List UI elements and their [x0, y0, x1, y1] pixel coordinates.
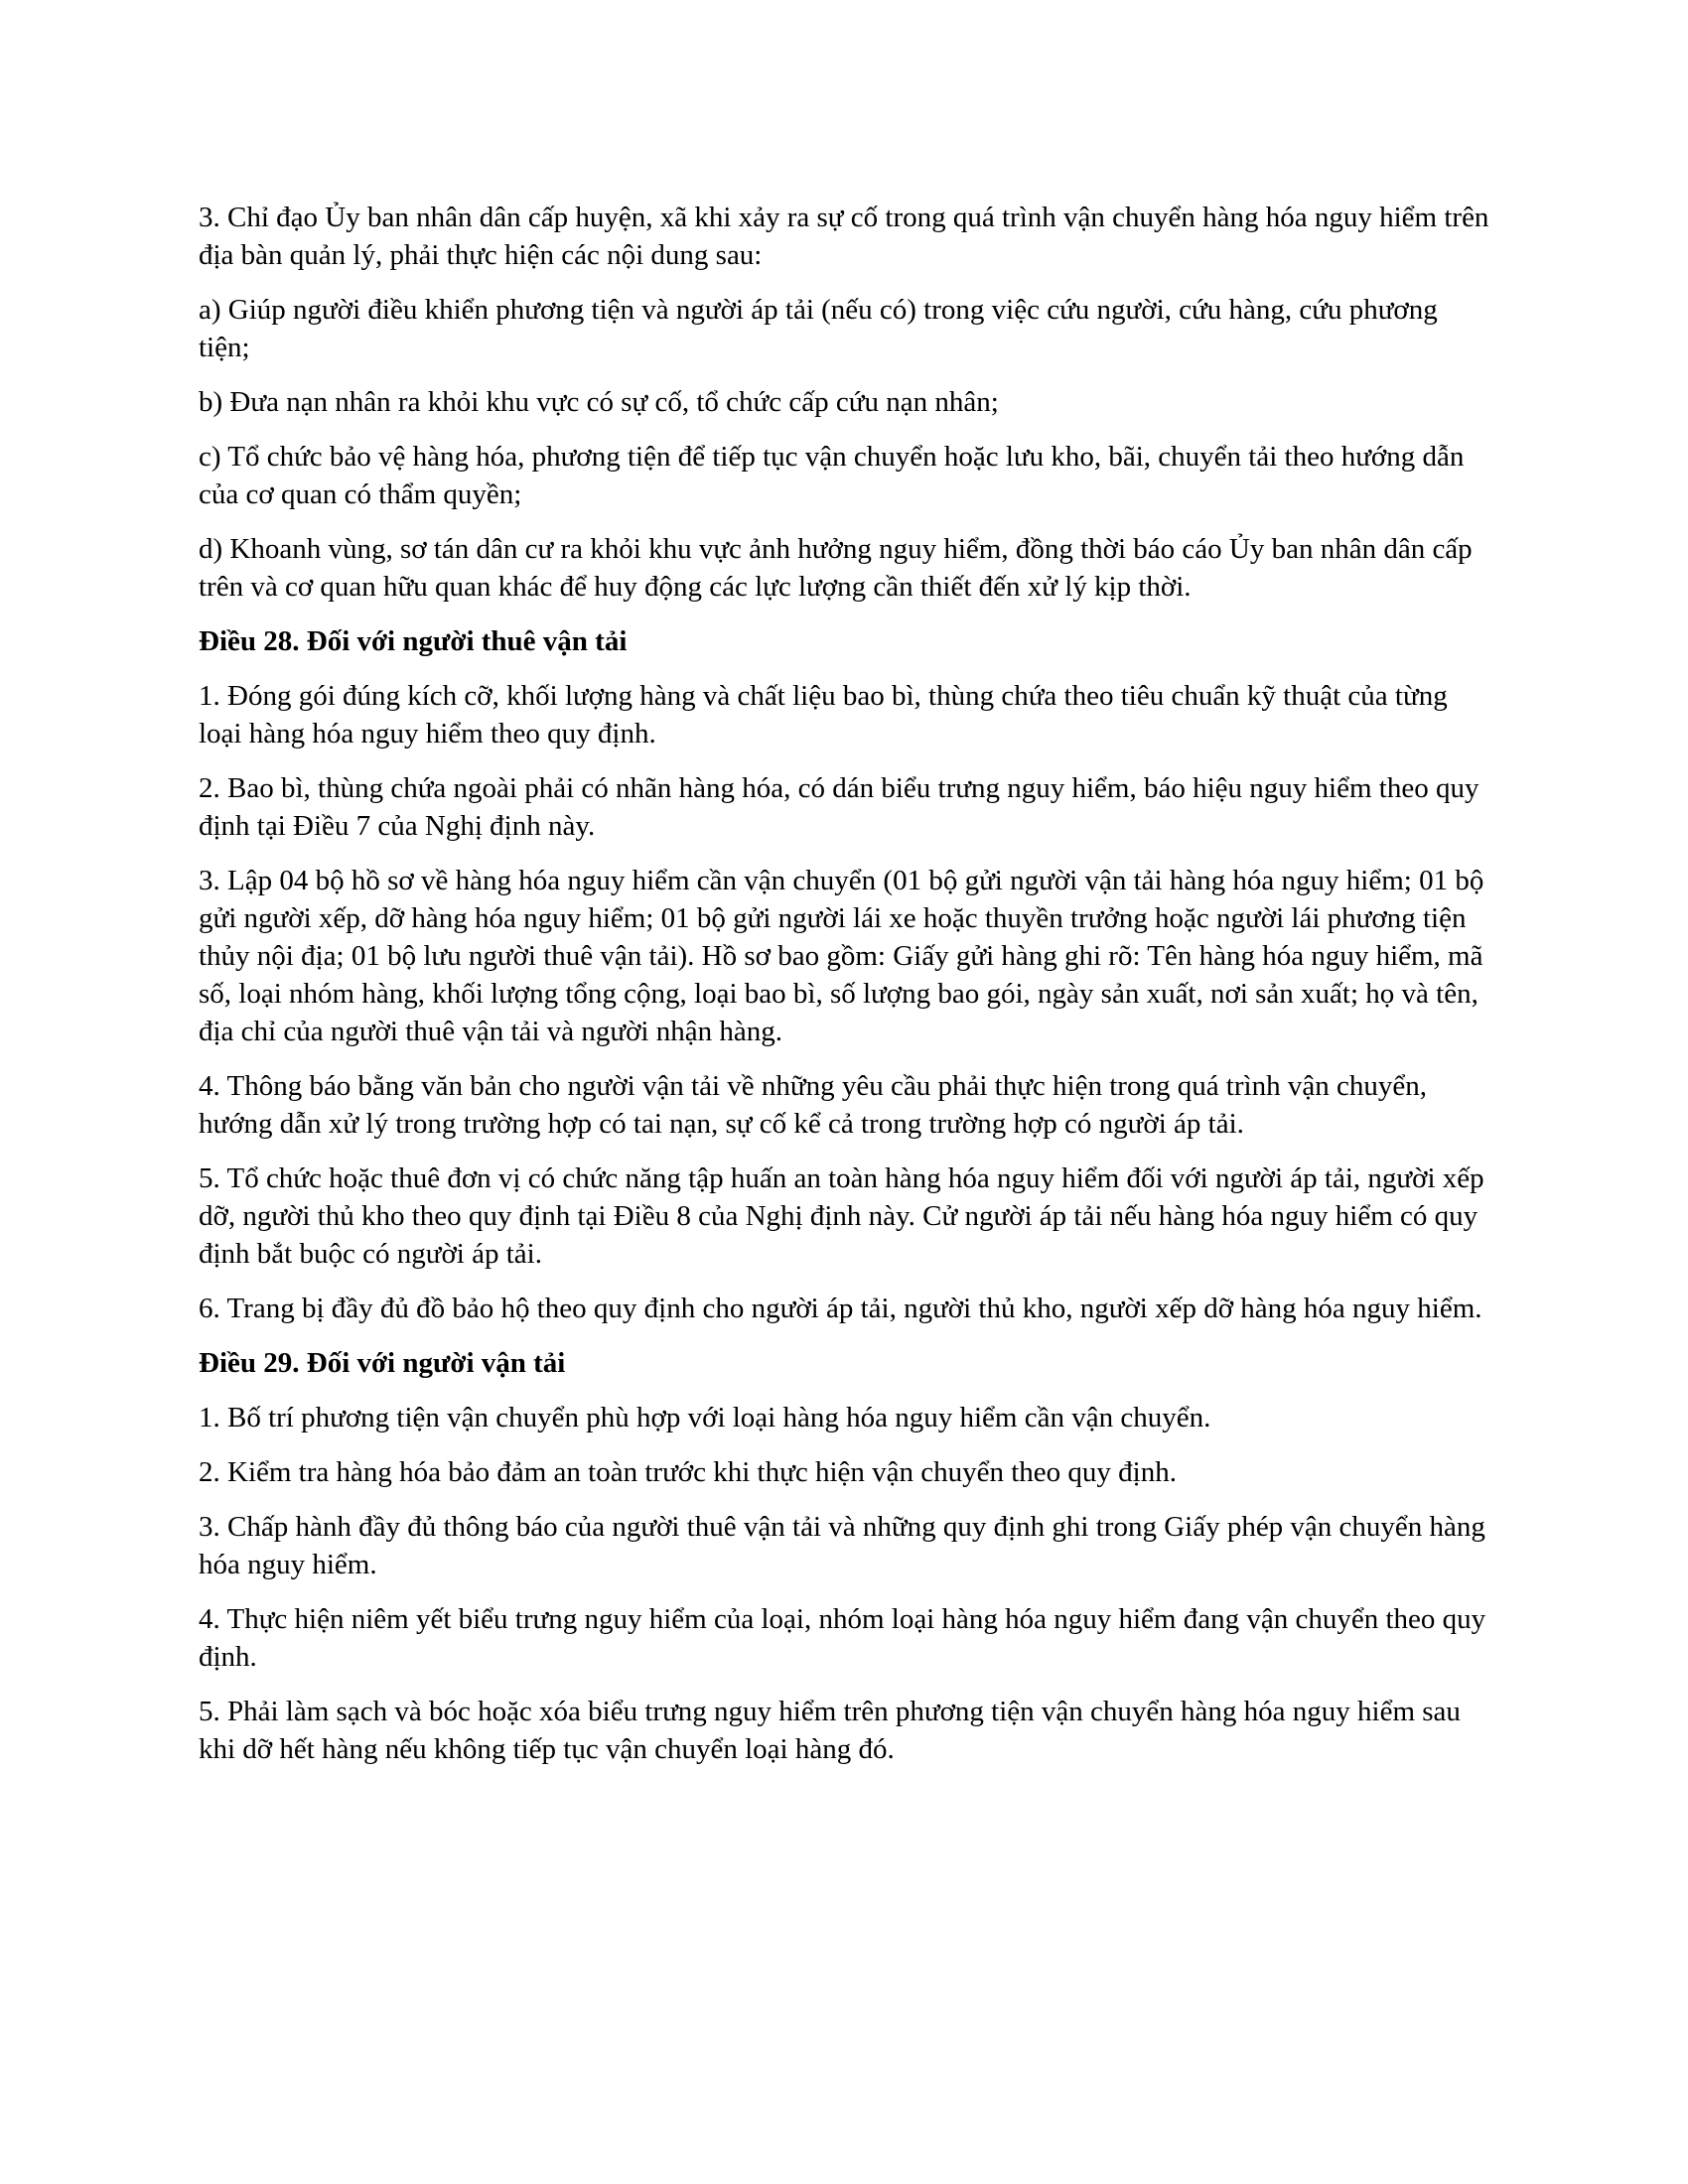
paragraph: 3. Lập 04 bộ hồ sơ về hàng hóa nguy hiểm cần vận chuyển (01 bộ gửi người vận tải hàng hóa nguy hiểm; 01 bộ gửi người xếp, dỡ hàng hóa nguy hiểm; 01 bộ gửi người lái xe hoặc thuyền trưởng hoặc người lái phương tiện thủy nội địa; 01 bộ lưu người thuê vận tải). Hồ sơ bao gồm: Giấy gửi hàng ghi rõ: Tên hàng hóa nguy hiểm, mã số, loại nhóm hàng, khối lượng tổng cộng, loại bao bì, số lượng bao gói, ngày sản xuất, nơi sản xuất; họ và tên, địa chỉ của người thuê vận tải và người nhận hàng.: [199, 865, 1484, 1047]
paragraph: 4. Thông báo bằng văn bản cho người vận tải về những yêu cầu phải thực hiện trong quá trình vận chuyển, hướng dẫn xử lý trong trường hợp có tai nạn, sự cố kể cả trong trường hợp có người áp tải.: [199, 1070, 1427, 1140]
paragraph: 3. Chỉ đạo Ủy ban nhân dân cấp huyện, xã khi xảy ra sự cố trong quá trình vận chuyển hàng hóa nguy hiểm trên địa bàn quản lý, phải thực hiện các nội dung sau:: [199, 202, 1489, 271]
paragraph: 6. Trang bị đầy đủ đồ bảo hộ theo quy định cho người áp tải, người thủ kho, người xếp dỡ hàng hóa nguy hiểm.: [199, 1293, 1482, 1324]
paragraph: 1. Bố trí phương tiện vận chuyển phù hợp với loại hàng hóa nguy hiểm cần vận chuyển.: [199, 1402, 1211, 1433]
paragraph: a) Giúp người điều khiển phương tiện và người áp tải (nếu có) trong việc cứu người, cứu hàng, cứu phương tiện;: [199, 294, 1438, 363]
paragraph: 3. Chấp hành đầy đủ thông báo của người thuê vận tải và những quy định ghi trong Giấy phép vận chuyển hàng hóa nguy hiểm.: [199, 1511, 1485, 1580]
article-29-heading: Điều 29. Đối với người vận tải: [199, 1347, 566, 1379]
document-page: [199, 199, 1489, 1785]
paragraph: 1. Đóng gói đúng kích cỡ, khối lượng hàng và chất liệu bao bì, thùng chứa theo tiêu chuẩn kỹ thuật của từng loại hàng hóa nguy hiểm theo quy định.: [199, 680, 1448, 750]
paragraph: c) Tổ chức bảo vệ hàng hóa, phương tiện để tiếp tục vận chuyển hoặc lưu kho, bãi, chuyển tải theo hướng dẫn của cơ quan có thẩm quyền;: [199, 441, 1465, 510]
article-28-heading: Điều 28. Đối với người thuê vận tải: [199, 625, 628, 657]
paragraph: b) Đưa nạn nhân ra khỏi khu vực có sự cố, tổ chức cấp cứu nạn nhân;: [199, 386, 999, 418]
paragraph: d) Khoanh vùng, sơ tán dân cư ra khỏi khu vực ảnh hưởng nguy hiểm, đồng thời báo cáo Ủy ban nhân dân cấp trên và cơ quan hữu quan khác để huy động các lực lượng cần thiết đến xử lý kịp thời.: [199, 533, 1473, 603]
paragraph: 5. Phải làm sạch và bóc hoặc xóa biểu trưng nguy hiểm trên phương tiện vận chuyển hàng hóa nguy hiểm sau khi dỡ hết hàng nếu không tiếp tục vận chuyển loại hàng đó.: [199, 1696, 1461, 1765]
paragraph: 2. Bao bì, thùng chứa ngoài phải có nhãn hàng hóa, có dán biểu trưng nguy hiểm, báo hiệu nguy hiểm theo quy định tại Điều 7 của Nghị định này.: [199, 772, 1479, 842]
paragraph: 4. Thực hiện niêm yết biểu trưng nguy hiểm của loại, nhóm loại hàng hóa nguy hiểm đang vận chuyển theo quy định.: [199, 1603, 1486, 1673]
paragraph: 5. Tổ chức hoặc thuê đơn vị có chức năng tập huấn an toàn hàng hóa nguy hiểm đối với người áp tải, người xếp dỡ, người thủ kho theo quy định tại Điều 8 của Nghị định này. Cử người áp tải nếu hàng hóa nguy hiểm có quy định bắt buộc có người áp tải.: [199, 1162, 1484, 1270]
paragraph: 2. Kiểm tra hàng hóa bảo đảm an toàn trước khi thực hiện vận chuyển theo quy định.: [199, 1456, 1177, 1488]
